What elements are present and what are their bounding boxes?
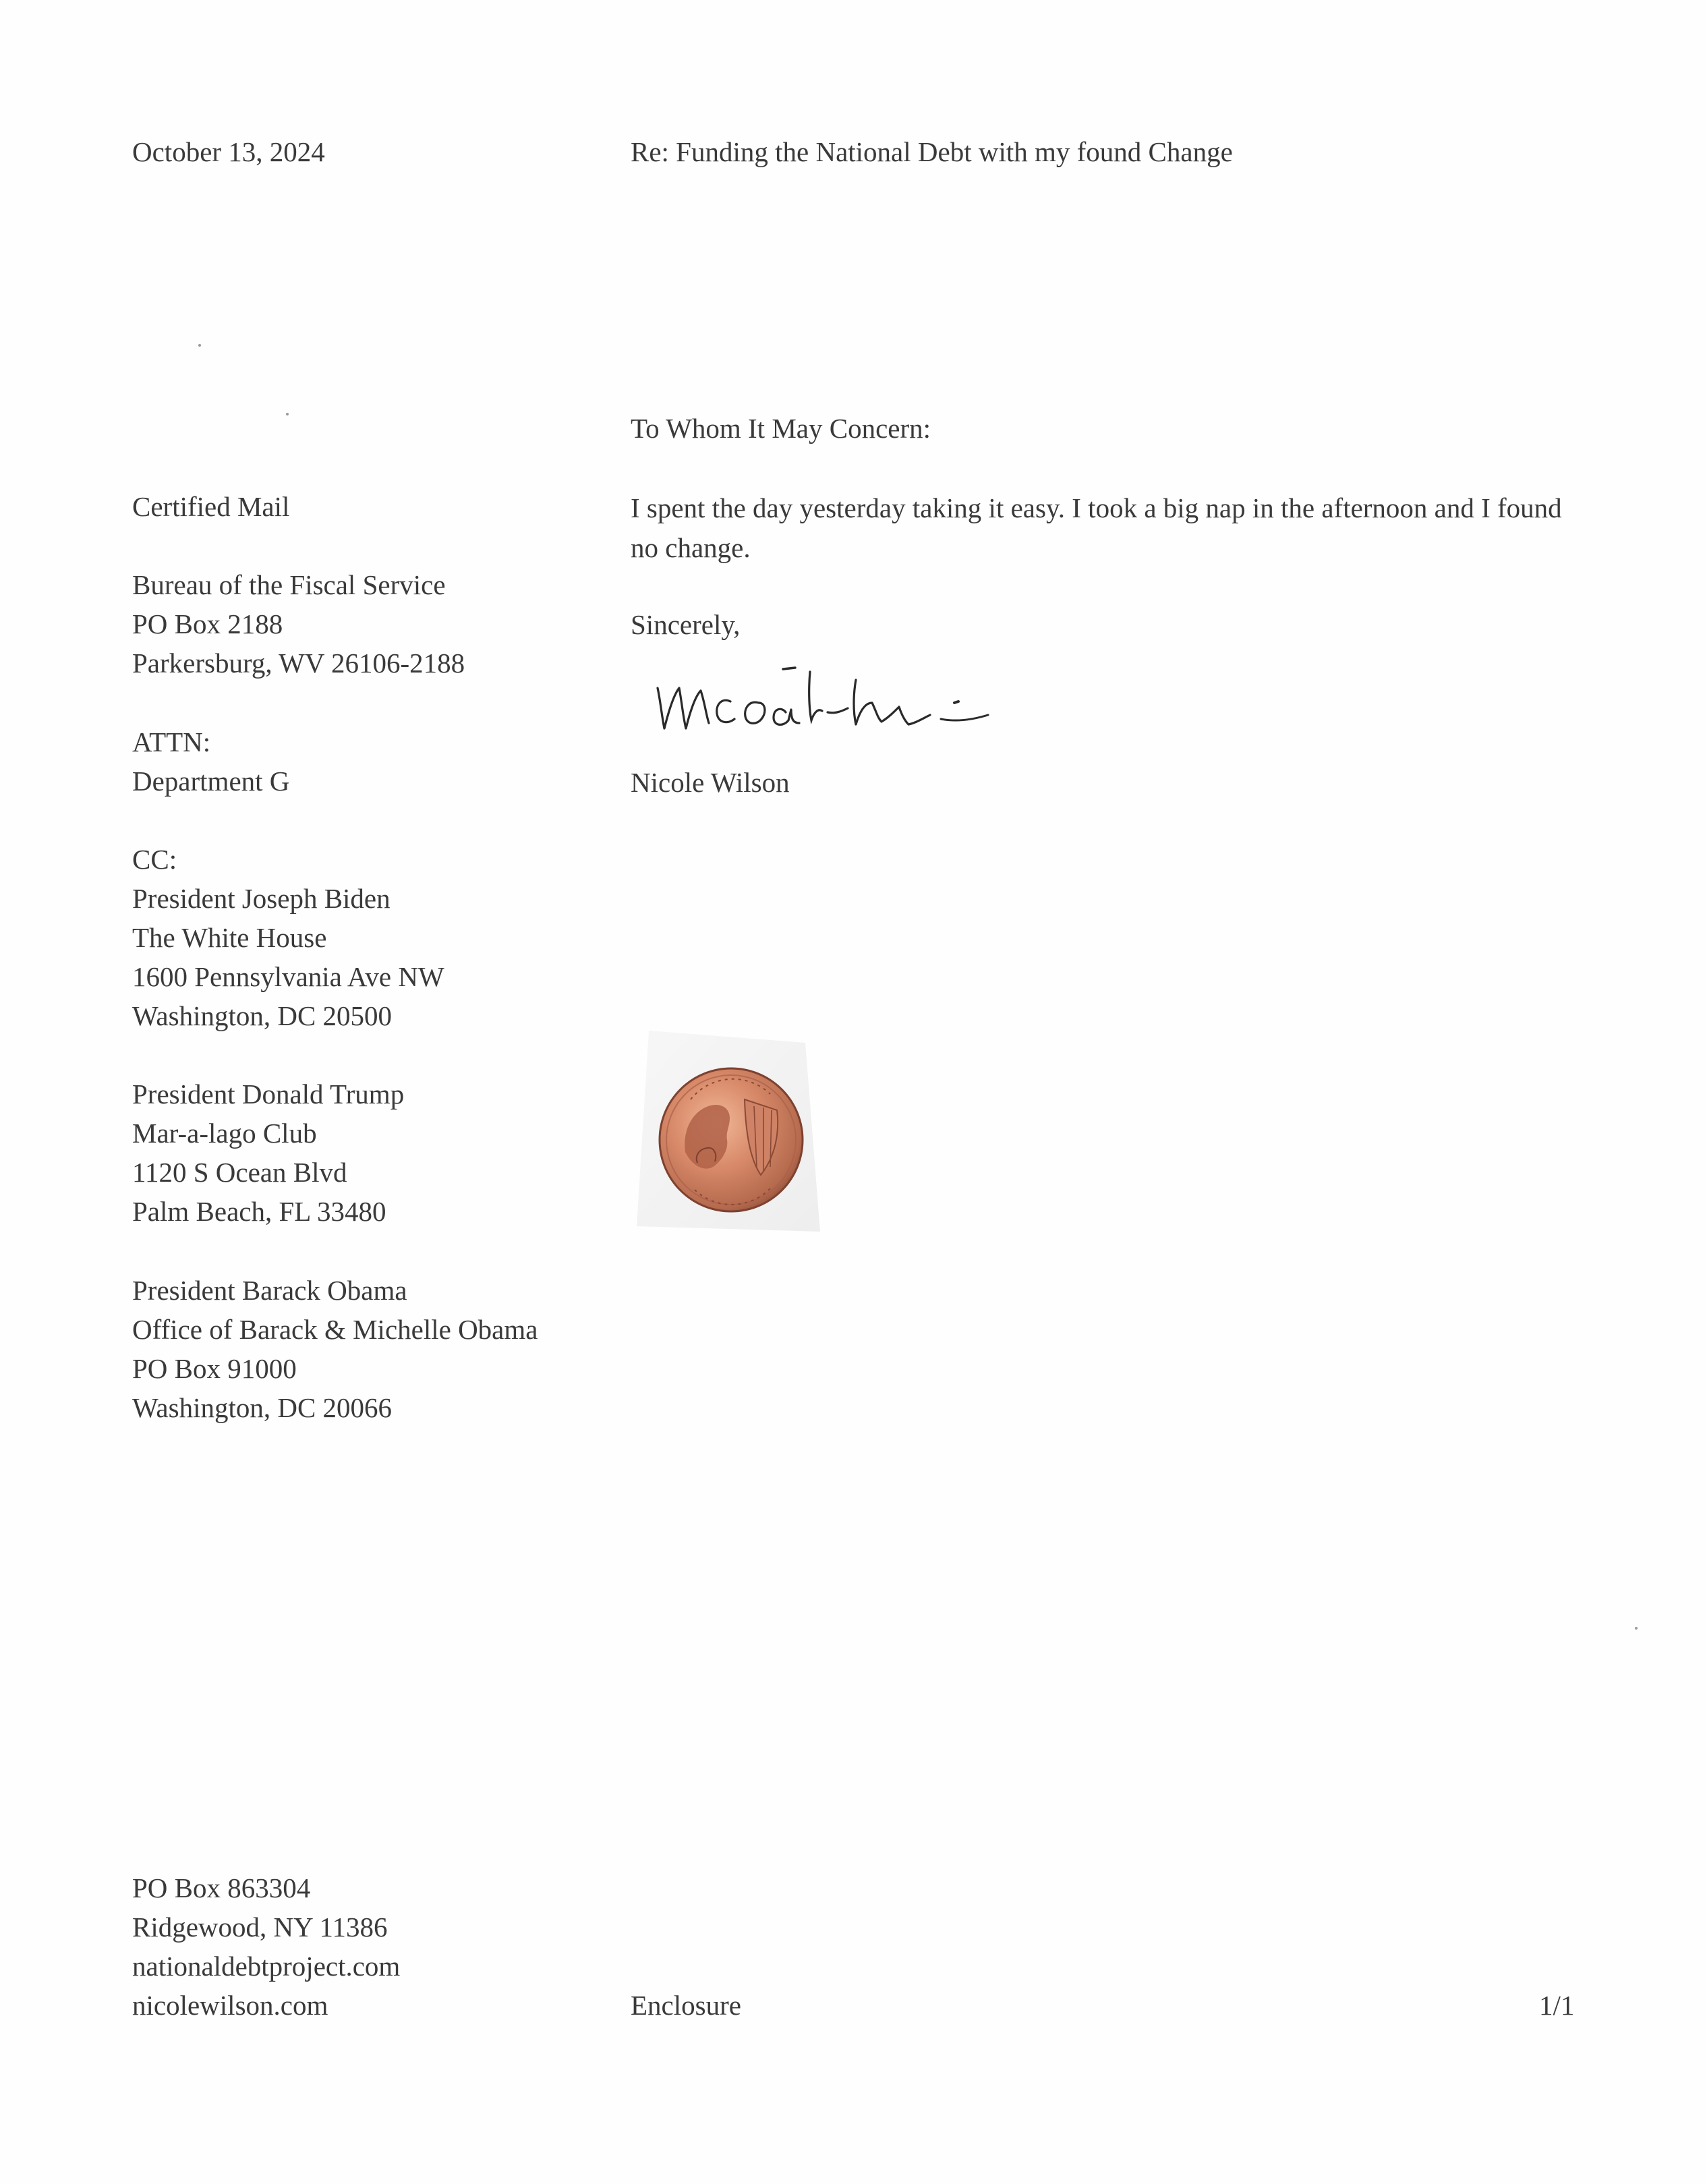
scan-speck	[198, 344, 201, 347]
page-number: 1/1	[1539, 1990, 1575, 2021]
closing: Sincerely,	[631, 609, 741, 640]
cc-line: 1120 S Ocean Blvd	[132, 1157, 347, 1188]
cc-line: Mar-a-lago Club	[132, 1118, 317, 1149]
scan-speck	[286, 413, 289, 415]
recipient-line: Parkersburg, WV 26106-2188	[132, 648, 465, 679]
penny-icon	[629, 1024, 824, 1246]
recipient-line: Bureau of the Fiscal Service	[132, 569, 446, 600]
cc-block-2	[132, 1074, 404, 1231]
cc-block-1	[132, 840, 444, 1035]
cc-line: Palm Beach, FL 33480	[132, 1196, 386, 1227]
scan-speck	[1635, 1627, 1638, 1630]
delivery-method: Certified Mail	[132, 491, 290, 522]
letter-subject: Re: Funding the National Debt with my found Change	[631, 136, 1233, 167]
cc-line: Washington, DC 20500	[132, 1000, 393, 1031]
cc-label: CC:	[132, 844, 177, 875]
cc-line: 1600 Pennsylvania Ave NW	[132, 961, 444, 992]
letter-body: I spent the day yesterday taking it easy. I took a big nap in the afternoon and I found no change.	[631, 492, 1562, 563]
cc-block-3	[132, 1271, 538, 1427]
recipient-line: PO Box 2188	[132, 608, 283, 639]
cc-line: President Donald Trump	[132, 1079, 405, 1110]
attn-label: ATTN:	[132, 726, 211, 757]
cc-line: Office of Barack & Michelle Obama	[132, 1314, 538, 1345]
attn-block	[132, 722, 289, 801]
letter-date: October 13, 2024	[132, 136, 325, 167]
handwritten-signature	[651, 653, 1015, 741]
signature-name: Nicole Wilson	[631, 767, 790, 798]
cc-line: President Joseph Biden	[132, 883, 391, 914]
sender-line: Ridgewood, NY 11386	[132, 1912, 388, 1943]
sender-line: nationaldebtproject.com	[132, 1951, 401, 1982]
salutation: To Whom It May Concern:	[631, 413, 931, 444]
cc-line: President Barack Obama	[132, 1275, 407, 1306]
cc-line: The White House	[132, 922, 327, 953]
sender-address	[132, 1868, 400, 2025]
sender-line: PO Box 863304	[132, 1872, 311, 1903]
cc-line: Washington, DC 20066	[132, 1392, 393, 1423]
enclosure-label: Enclosure	[631, 1990, 741, 2021]
attn-value: Department G	[132, 766, 290, 797]
sender-line: nicolewilson.com	[132, 1990, 328, 2021]
recipient-address	[132, 565, 465, 683]
cc-line: PO Box 91000	[132, 1353, 297, 1384]
